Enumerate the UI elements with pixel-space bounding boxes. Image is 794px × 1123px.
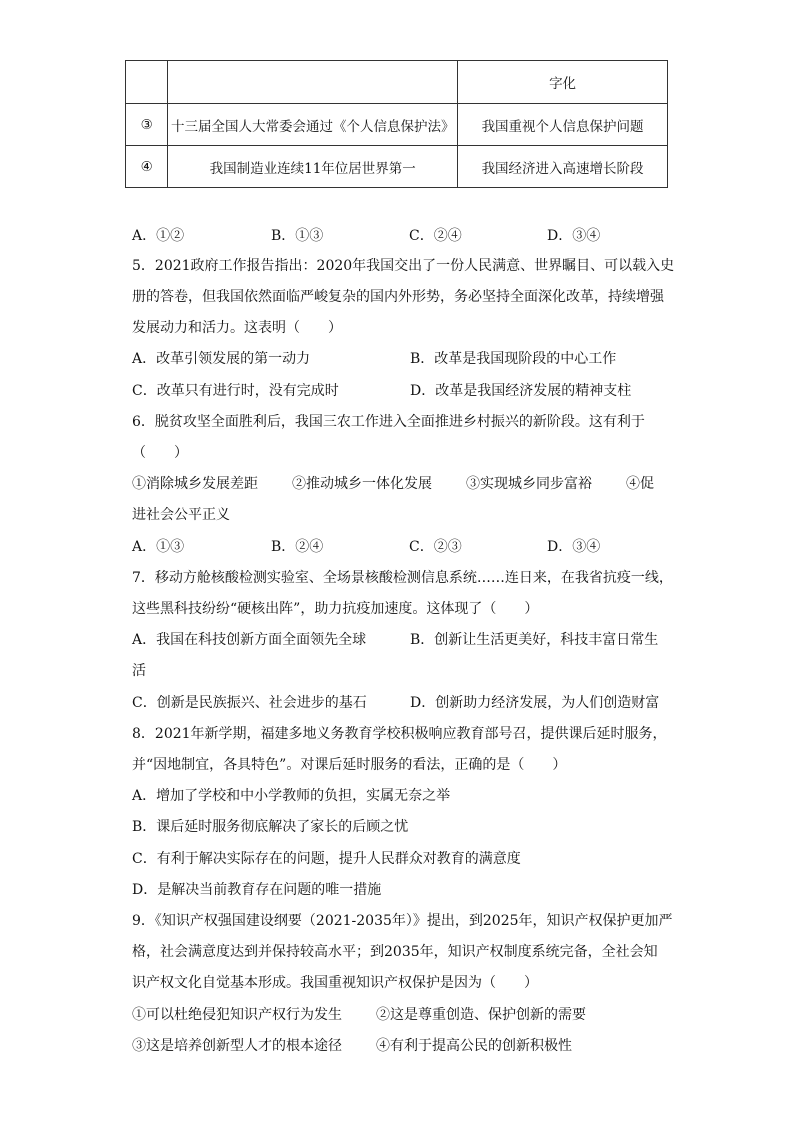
q9-item-3: ③这是培养创新型人才的根本途径 [132,1038,342,1054]
q7-option-b: B．创新让生活更美好，科技丰富日常生 [410,632,659,648]
q5-option-b: B．改革是我国现阶段的中心工作 [410,351,617,367]
q5-option-a: A．改革引领发展的第一动力 [132,351,311,367]
q6-option-b: B．②④ [271,539,324,555]
table-row [126,104,668,146]
table-row [126,146,668,188]
q8-option-d: D．是解决当前教育存在问题的唯一措施 [132,882,382,898]
exam-table [125,60,668,188]
q7-stem-line: 7．移动方舱核酸检测实验室、全场景核酸检测信息系统……连日来，在我省抗疫一线， [132,570,673,586]
q9-item-1: ①可以杜绝侵犯知识产权行为发生 [132,1007,342,1023]
q8-stem-line: 8．2021年新学期，福建多地义务教育学校积极响应教育部号召，提供课后延时服务， [132,726,667,742]
q8-option-b: B．课后延时服务彻底解决了家长的后顾之忧 [132,819,409,835]
q4-option-c: C．②④ [409,228,462,244]
q6-option-a: A．①③ [132,539,185,555]
table-cell: 我国经济进入高速增长阶段 [458,146,668,188]
q6-item-4: ④促 [626,476,654,492]
q9-stem-line: 9．《知识产权强国建设纲要（2021-2035年）》提出，到2025年，知识产权保护更加严 [132,913,673,929]
q7-option-b-cont: 活 [132,663,146,679]
q5-stem-line: 发展动力和活力。这表明（ ） [132,320,342,336]
table-cell: ③ [126,104,168,146]
q6-item-4-cont: 进社会公平正义 [132,507,230,523]
q6-item-2: ②推动城乡一体化发展 [292,476,432,492]
q6-option-d: D．③④ [547,539,601,555]
q4-option-b: B．①③ [271,228,324,244]
q8-option-a: A．增加了学校和中小学教师的负担，实属无奈之举 [132,788,451,804]
q7-option-d: D．创新助力经济发展，为人们创造财富 [410,695,660,711]
q9-item-4: ④有利于提高公民的创新积极性 [376,1038,572,1054]
q9-item-2: ②这是尊重创造、保护创新的需要 [376,1007,586,1023]
q4-option-d: D．③④ [547,228,601,244]
table-cell: 我国制造业连续11年位居世界第一 [168,146,458,188]
q6-item-1: ①消除城乡发展差距 [132,476,258,492]
q5-option-c: C．改革只有进行时，没有完成时 [132,383,339,399]
table-cell: ④ [126,146,168,188]
q6-stem-line: 6．脱贫攻坚全面胜利后，我国三农工作进入全面推进乡村振兴的新阶段。这有利于 [132,414,645,430]
q9-stem-line: 格，社会满意度达到并保持较高水平；到2035年，知识产权制度系统完备，全社会知 [132,944,658,960]
q6-stem-line: （ ） [132,445,188,461]
q4-option-a: A．①② [132,228,185,244]
table-cell [126,61,168,104]
q5-option-d: D．改革是我国经济发展的精神支柱 [410,383,632,399]
q7-stem-line: 这些黑科技纷纷“硬核出阵”，助力抗疫加速度。这体现了（ ） [132,601,539,617]
q6-item-3: ③实现城乡同步富裕 [466,476,592,492]
table-cell: 我国重视个人信息保护问题 [458,104,668,146]
table-cell: 字化 [458,61,668,104]
q8-option-c: C．有利于解决实际存在的问题，提升人民群众对教育的满意度 [132,851,521,867]
q5-stem-line: 5．2021政府工作报告指出：2020年我国交出了一份人民满意、世界瞩目、可以载入史 [132,258,675,274]
q7-option-c: C．创新是民族振兴、社会进步的基石 [132,695,367,711]
q7-option-a: A．我国在科技创新方面全面领先全球 [132,632,367,648]
table-row [126,61,668,104]
q8-stem-line: 并“因地制宜，各具特色”。对课后延时服务的看法，正确的是（ ） [132,757,567,773]
table-cell: 十三届全国人大常委会通过《个人信息保护法》 [168,104,458,146]
q5-stem-line: 册的答卷，但我国依然面临严峻复杂的国内外形势，务必坚持全面深化改革，持续增强 [132,289,664,305]
table-cell [168,61,458,104]
q9-stem-line: 识产权文化自觉基本形成。我国重视知识产权保护是因为（ ） [132,975,538,991]
q6-option-c: C．②③ [409,539,462,555]
